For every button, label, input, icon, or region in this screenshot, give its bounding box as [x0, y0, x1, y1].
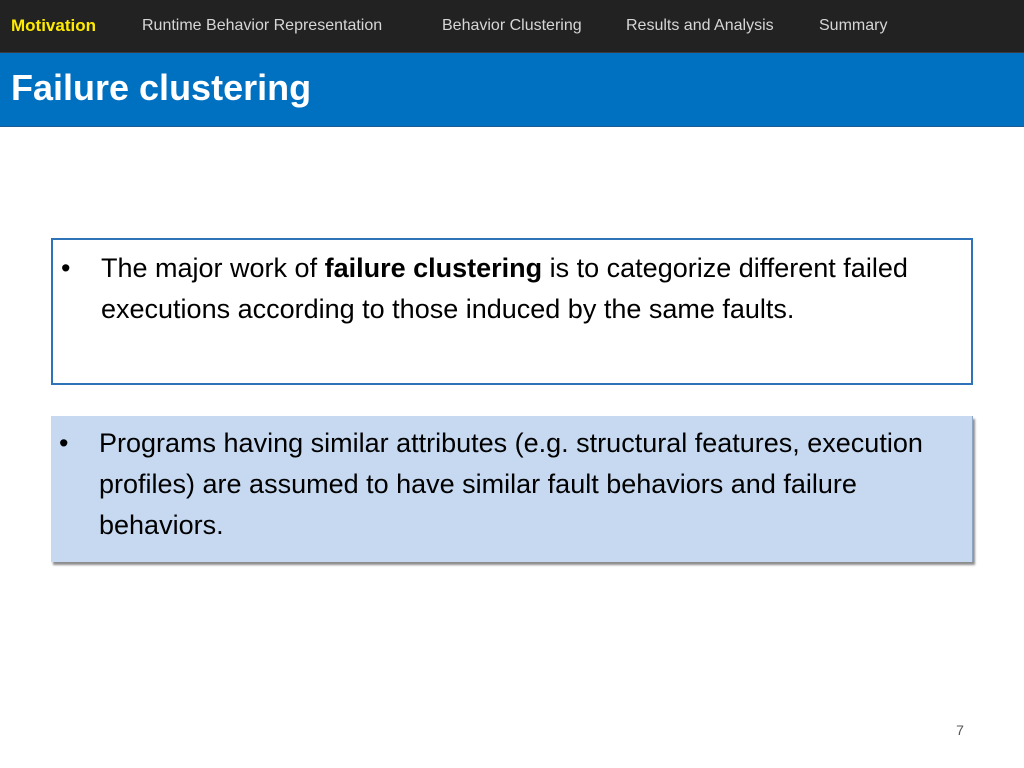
definition-text-start: The major work of — [101, 253, 325, 283]
nav-item-runtime-behavior-representation[interactable]: Runtime Behavior Representation — [142, 17, 383, 34]
nav-item-motivation[interactable]: Motivation — [11, 16, 96, 35]
assumption-text: Programs having similar attributes (e.g. structural features, execution profiles) are assumed to have similar fault behaviors and failure behaviors. — [99, 428, 923, 540]
slide-title: Failure clustering — [11, 67, 312, 108]
slide-title-bar — [0, 53, 1024, 127]
definition-text — [101, 248, 951, 330]
assumption-box — [51, 416, 973, 562]
definition-term: failure clustering — [324, 253, 543, 283]
definition-text-end: is to categorize different failed executions according to those induced by the same faults. — [101, 253, 908, 324]
bullet-marker: • — [61, 253, 71, 283]
nav-item-results-and-analysis[interactable]: Results and Analysis — [626, 17, 774, 34]
nav-item-behavior-clustering[interactable]: Behavior Clustering — [442, 17, 582, 34]
bullet-marker: • — [59, 428, 69, 458]
nav-item-summary[interactable]: Summary — [819, 17, 888, 34]
definition-box — [51, 238, 973, 385]
page-number: 7 — [956, 722, 964, 738]
section-navigation-bar — [0, 0, 1024, 53]
